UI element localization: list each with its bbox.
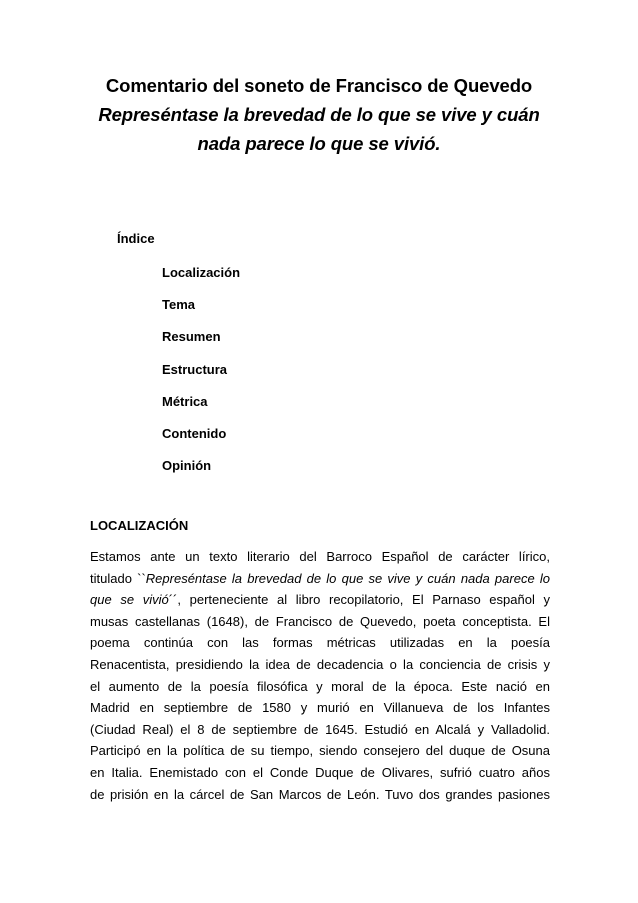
- body-line: poema continúa con las formas métricas utilizadas en la poesía: [90, 635, 550, 651]
- section-heading-localizacion: LOCALIZACIÓN: [90, 518, 189, 533]
- index-item-tema: Tema: [162, 297, 195, 313]
- document-title: [60, 71, 578, 158]
- body-line: Renacentista, presidiendo la idea de decadencia o la conciencia de crisis y: [90, 656, 550, 672]
- title-line-3: nada parece lo que se vivió.: [197, 133, 441, 154]
- index-item-estructura: Estructura: [162, 361, 228, 377]
- body-line: el aumento de la poesía filosófica y moral de la época. Este nació en: [90, 678, 550, 694]
- title-line-2: Represéntase la brevedad de lo que se vive y cuán: [98, 104, 540, 125]
- body-line: titulado ``Represéntase la brevedad de lo que se vive y cuán nada parece lo: [90, 570, 550, 586]
- index-item-opinion: Opinión: [162, 458, 212, 474]
- index-list: [162, 264, 240, 489]
- index-item-resumen: Resumen: [162, 329, 221, 345]
- body-line: (Ciudad Real) el 8 de septiembre de 1645. Estudió en Alcalá y Valladolid.: [90, 721, 550, 737]
- index-heading: Índice: [117, 231, 155, 246]
- body-line: Participó en la política de su tiempo, siendo consejero del duque de Osuna: [90, 743, 550, 759]
- body-line: de prisión en la cárcel de San Marcos de León. Tuvo dos grandes pasiones: [90, 786, 550, 802]
- section-body: [90, 546, 550, 805]
- body-line: Madrid en septiembre de 1580 y murió en Villanueva de los Infantes: [90, 700, 550, 716]
- body-line: en Italia. Enemistado con el Conde Duque de Olivares, sufrió cuatro años: [90, 764, 550, 780]
- title-line-1: Comentario del soneto de Francisco de Quevedo: [105, 75, 533, 96]
- body-line: musas castellanas (1648), de Francisco de Quevedo, poeta conceptista. El: [90, 613, 550, 629]
- index-item-localizacion: Localización: [162, 265, 241, 280]
- body-line: que se vivió´´, perteneciente al libro recopilatorio, El Parnaso español y: [90, 592, 550, 608]
- body-line: Estamos ante un texto literario del Barroco Español de carácter lírico,: [90, 549, 550, 564]
- index-item-contenido: Contenido: [162, 425, 227, 441]
- index-item-metrica: Métrica: [162, 393, 208, 409]
